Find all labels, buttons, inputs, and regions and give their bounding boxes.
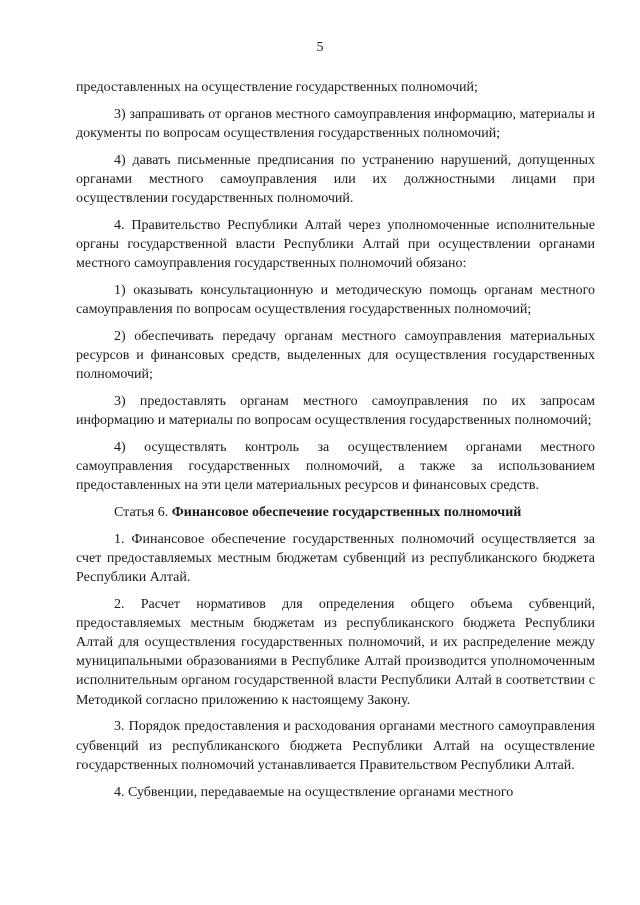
list-item-control: 4) осуществлять контроль за осуществлением органами местного самоуправления государственных полномочий, а также за использованием предоставленных на эти цели материальных ресурсов и финансовых средств. bbox=[76, 439, 595, 494]
article-prefix: Статья 6. bbox=[114, 504, 172, 520]
article-paragraph-2: 2. Расчет нормативов для определения общего объема субвенций, предоставляемых местным бюджетам из республиканского бюджета Республики Алтай для осуществления государственных полномочий, и их распределение между муниципальными образованиями в Республике Алтай производится уполномоченным исполнительным органом государственной власти Республики Алтай в соответствии с Методикой согласно приложению к настоящему Закону. bbox=[76, 596, 595, 708]
document-body bbox=[76, 78, 595, 809]
paragraph-government-obligations: 4. Правительство Республики Алтай через уполномоченные исполнительные органы государственной власти Республики Алтай при осуществлении органами местного самоуправления государственных полномочий обязано: bbox=[76, 217, 595, 272]
list-item-issue-orders: 4) давать письменные предписания по устранению нарушений, допущенных органами местного самоуправления или их должностными лицами при осуществлении государственных полномочий. bbox=[76, 152, 595, 207]
article-paragraph-4: 4. Субвенции, передаваемые на осуществление органами местного bbox=[114, 784, 514, 800]
list-item-request-information: 3) запрашивать от органов местного самоуправления информацию, материалы и документы по вопросам осуществления государственных полномочий; bbox=[76, 106, 595, 141]
list-item-consultation: 1) оказывать консультационную и методическую помощь органам местного самоуправления по вопросам осуществления государственных полномочий; bbox=[76, 282, 595, 318]
list-item-provide-information: 3) предоставлять органам местного самоуправления по их запросам информацию и материалы по вопросам осуществления государственных полномочий; bbox=[76, 393, 595, 429]
page-number: 5 bbox=[316, 40, 324, 55]
article-paragraph-1: 1. Финансовое обеспечение государственных полномочий осуществляется за счет предоставляемых местным бюджетам субвенций из республиканского бюджета Республики Алтай. bbox=[76, 531, 595, 585]
paragraph-continuation: предоставленных на осуществление государственных полномочий; bbox=[76, 80, 478, 95]
list-item-resource-transfer: 2) обеспечивать передачу органам местного самоуправления материальных ресурсов и финансовых средств, выделенных для осуществления государственных полномочий; bbox=[76, 328, 595, 383]
article-heading bbox=[76, 503, 595, 522]
article-title: Финансовое обеспечение государственных полномочий bbox=[171, 504, 522, 520]
article-paragraph-3: 3. Порядок предоставления и расходования органами местного самоуправления субвенций из республиканского бюджета Республики Алтай на осуществление государственных полномочий устанавливается Правительством Республики Алтай. bbox=[76, 719, 595, 773]
